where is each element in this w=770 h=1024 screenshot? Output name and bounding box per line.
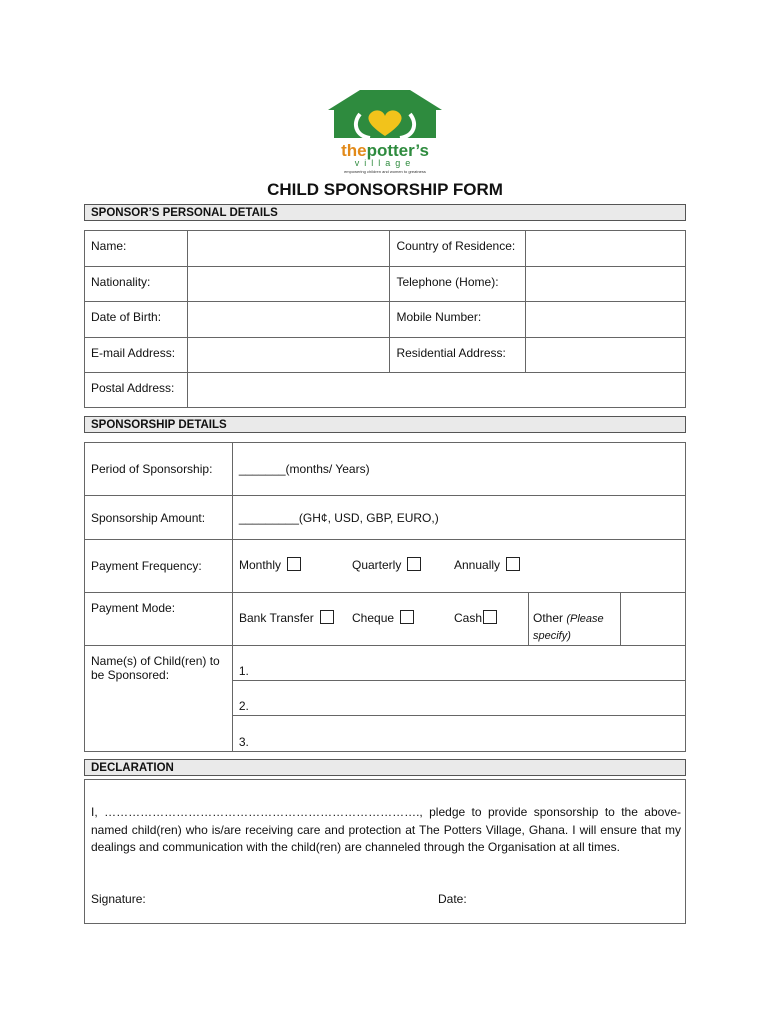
- frequency-label: Payment Frequency:: [85, 540, 233, 593]
- logo-village: village: [354, 158, 416, 168]
- email-label: E-mail Address:: [85, 338, 188, 373]
- telephone-field[interactable]: [526, 267, 686, 302]
- residential-field[interactable]: [526, 338, 686, 373]
- mobile-label: Mobile Number:: [390, 302, 526, 338]
- declaration-text: I, ……………………………………………………………………., pledge to provide sponsorship to the above-named child(ren) who is/are receiving care and protection at The Potters Village, Ghana. I will ensure that my dealings and communication with the child(ren) are channeled through the Organisation at all times.: [91, 805, 681, 854]
- mode-cash-checkbox[interactable]: [483, 610, 497, 624]
- mode-other-note: (Please specify): [533, 613, 604, 642]
- nationality-label: Nationality:: [85, 267, 188, 302]
- telephone-label: Telephone (Home):: [390, 267, 526, 302]
- potters-village-logo: [300, 84, 470, 174]
- mode-other-option[interactable]: [533, 610, 619, 644]
- form-title: CHILD SPONSORSHIP FORM: [267, 180, 503, 199]
- mode-cash-label: Cash: [454, 611, 483, 625]
- mode-cash-option[interactable]: [454, 610, 497, 625]
- children-label: Name(s) of Child(ren) to be Sponsored:: [85, 646, 233, 752]
- declaration-box: [84, 779, 686, 924]
- section-sponsorship-details: SPONSORSHIP DETAILS: [84, 416, 686, 433]
- signature-label: Signature:: [91, 892, 146, 906]
- freq-quarterly-option[interactable]: [352, 557, 421, 572]
- section-personal-details: SPONSOR’S PERSONAL DETAILS: [84, 204, 686, 221]
- mode-bank-option[interactable]: [239, 610, 334, 625]
- freq-monthly-checkbox[interactable]: [287, 557, 301, 571]
- mode-cheque-checkbox[interactable]: [400, 610, 414, 624]
- nationality-field[interactable]: [187, 267, 390, 302]
- mode-cheque-option[interactable]: [352, 610, 414, 625]
- amount-field[interactable]: _________(GH¢, USD, GBP, EURO,): [232, 496, 685, 540]
- child-2-field[interactable]: 2.: [232, 681, 685, 716]
- amount-label: Sponsorship Amount:: [85, 496, 233, 540]
- mode-bank-checkbox[interactable]: [320, 610, 334, 624]
- name-label: Name:: [85, 231, 188, 267]
- mode-cheque-label: Cheque: [352, 611, 395, 625]
- freq-quarterly-checkbox[interactable]: [407, 557, 421, 571]
- child-3-field[interactable]: 3.: [232, 716, 685, 752]
- postal-label: Postal Address:: [85, 373, 188, 408]
- mode-other-label: Other: [533, 611, 564, 625]
- logo-tagline: empowering children and women to greatness: [344, 169, 426, 174]
- postal-field[interactable]: [187, 373, 685, 408]
- period-label: Period of Sponsorship:: [85, 443, 233, 496]
- residential-label: Residential Address:: [390, 338, 526, 373]
- dob-label: Date of Birth:: [85, 302, 188, 338]
- country-label: Country of Residence:: [390, 231, 526, 267]
- name-field[interactable]: [187, 231, 390, 267]
- freq-monthly-option[interactable]: [239, 557, 301, 572]
- logo-potters: potter’s: [366, 141, 429, 160]
- date-label: Date:: [438, 892, 467, 906]
- country-field[interactable]: [526, 231, 686, 267]
- mode-label: Payment Mode:: [85, 593, 233, 646]
- email-field[interactable]: [187, 338, 390, 373]
- section-declaration: DECLARATION: [84, 759, 686, 776]
- child-1-field[interactable]: 1.: [232, 646, 685, 681]
- mode-bank-label: Bank Transfer: [239, 611, 314, 625]
- personal-details-table: [84, 230, 686, 408]
- freq-annually-label: Annually: [454, 558, 501, 572]
- dob-field[interactable]: [187, 302, 390, 338]
- period-field[interactable]: _______(months/ Years): [232, 443, 685, 496]
- logo-the: the: [341, 141, 367, 160]
- sponsorship-table: [84, 442, 686, 752]
- mobile-field[interactable]: [526, 302, 686, 338]
- freq-annually-checkbox[interactable]: [506, 557, 520, 571]
- freq-monthly-label: Monthly: [239, 558, 282, 572]
- freq-annually-option[interactable]: [454, 557, 520, 572]
- freq-quarterly-label: Quarterly: [352, 558, 402, 572]
